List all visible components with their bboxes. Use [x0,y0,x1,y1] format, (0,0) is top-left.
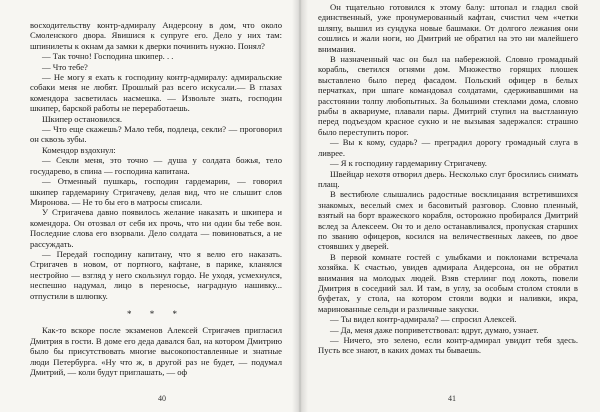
right-paragraph: В вестибюле слышались радостные восклицания встретившихся знакомых, веселый смех и басовитый разговор. Словно пленный, взятый на борт вражеского корабля, осторожно пробирался Дмитрий вслед за Алексеем. Он то и дело останавливался, пропуская старших по званию офицеров, косился на величественных лакеев, по двое стоявших у дверей. [318,189,578,252]
left-paragraph: восходительству контр-адмиралу Андерсону в дом, что около Смоленского двора. Явишися к супруге его. Дело у них там: шпинилеты к окнам да замки к дверки починить нужно. Понял? [30,20,282,51]
right-paragraph: Швейцар нехотя отворил дверь. Несколько слуг бросились снимать плащ. [318,168,578,189]
right-paragraph: — Вы к кому, сударь? — преградил дорогу громадный слуга в ливрее. [318,137,578,158]
left-paragraph: — Отменный пушкарь, господин гардемарин, — говорил шкипер гардемарину Стригачеву, делая вид, что не слышит слов Миронова. — Не то бы его в матросы списали. [30,176,282,207]
right-paragraph: Он тщательно готовился к этому балу: штопал и гладил свой единственный, уже пронумерованный кафтан, счистил чем «четки шляпу, вышил из сундука новые башмаки. От долгого лежания они сошлись и жали ноги, но Дмитрий не обратил на это ни малейшего внимания. [318,2,578,54]
left-paragraph: У Стригачева давно появилось желание наказать и шкипера и комендора. Он отозвал от себя их прочь, что ни один бы тебе вон. Последние слова его взорвали. Дело солдата — повиноваться, а не рассуждать. [30,207,282,249]
right-paragraph: — Да, меня даже поприветствовал: вдруг, думаю, узнает. [330,324,539,335]
left-paragraph: Комендор вздохнул: [42,144,116,155]
left-paragraph: Шкипер остановился. [42,113,123,124]
left-paragraph: — Так точно! Господина шкипер. . . [42,51,174,62]
right-paragraph: В первой комнате гостей с улыбками и поклонами встречала хозяйка. К счастью, увидев адмирала Андерсона, он не обратил внимания на молодых людей. Взяв стерлинг под локоть, повели Дмитрия в соседний зал. И там, в углу, за особым столом стояли в буфетах, у стола, на котором стояли водки и наливки, икра, маринованные сельди и различные закуски. [318,251,578,314]
page-number-right: 41 [448,393,456,403]
right-paragraph: — Ты видел контр-адмирала? — спросил Алексей. [330,314,517,325]
left-paragraph: — Секли меня, это точно — душа у солдата божья, тело государево, в спина — господина капитана. [30,155,282,176]
left-paragraph: — Не могу я ехать к господину контр-адмиралу: адмиральские собаки меня не любят. Прошлый раз всего искусали.— В глазах комендора засветилась насмешка. — Извольте знать, господин шкипер, барской работы не переработаешь. [30,72,282,114]
right-page [300,0,600,412]
left-paragraph: Как-то вскоре после экзаменов Алексей Стригачев пригласил Дмитрия в гости. В доме его деда давался бал, на котором Дмитрию было бы присутствовать многие высокопоставленные и знатные люди Петербурга. «Ну что ж, в другой раз не будет, — подумал Дмитрий, — коли будут приглашать, — оф [30,325,282,377]
right-paragraph: — Ничего, это зелено, если контр-адмирал увидит тебя здесь. Пусть все знают, в каких домах ты бываешь. [318,335,578,356]
section-separator: * * * [127,308,185,319]
book-gutter-shadow [292,0,308,412]
page-number-left: 40 [158,393,166,403]
left-paragraph: — Что еще скажешь? Мало тебя, подлеца, секли? — проговорил он сквозь зубы. [30,124,282,145]
right-paragraph: — Я к господину гардемарину Стригачеву. [330,158,487,169]
left-paragraph: — Что тебе? [42,61,88,72]
right-paragraph: В назначенный час он был на набережной. Словно громадный корабль, светился огнями дом. Множество горящих плошек выставлено было перед фасадом. Польский офицер в белых перчатках, при шпаге командовал солдатами, сдерживавшими на расстоянии толпу любопытных. За большими стеклами дома, словно рыбы в аквариуме, плавали пары. Дмитрий ступил на выстланную перед подъездом красное сукно и не вызывая задержался: страшно было переступить порог. [318,54,578,137]
left-paragraph: — Передай господину капитану, что я велю его наказать. Стригачев в новом, от портного, кафтане, в парике, кланялся нестройно — взгляд у него скользнул гордо. Не уходя, усмехнулся, неспешно надумал, лицо в переносье, наградную нашивку... отпустили в шлюпку. [30,248,282,301]
